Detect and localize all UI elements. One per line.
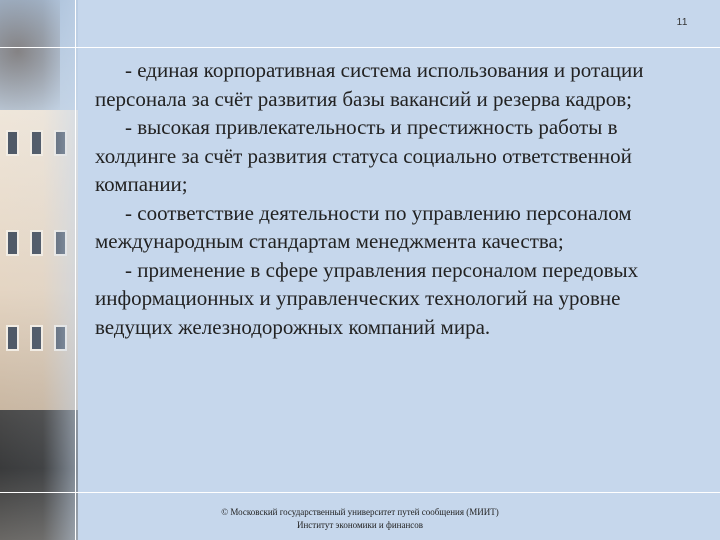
footer-copyright: © Московский государственный университет путей сообщения (МИИТ) xyxy=(221,507,499,517)
photo-fade xyxy=(0,0,78,540)
footer xyxy=(120,506,600,532)
bullet-paragraph: - высокая привлекательность и престижность работы в холдинге за счёт развития статуса социально ответственной компании; xyxy=(95,115,632,196)
bullet-paragraph: - единая корпоративная система использования и ротации персонала за счёт развития базы вакансий и резерва кадров; xyxy=(95,58,644,111)
building-photo xyxy=(0,0,78,540)
footer-institute: Институт экономики и финансов xyxy=(296,520,424,530)
bottom-rule xyxy=(0,492,720,493)
vertical-rule xyxy=(75,0,76,540)
slide-body xyxy=(95,56,700,341)
bullet-paragraph: - соответствие деятельности по управлению персоналом международным стандартам менеджмента качества; xyxy=(95,200,632,253)
bullet-paragraph: - применение в сфере управления персоналом передовых информационных и управленческих технологий на уровне ведущих железнодорожных компаний мира. xyxy=(95,257,639,339)
page-number: 11 xyxy=(676,17,688,28)
top-rule xyxy=(0,47,720,48)
